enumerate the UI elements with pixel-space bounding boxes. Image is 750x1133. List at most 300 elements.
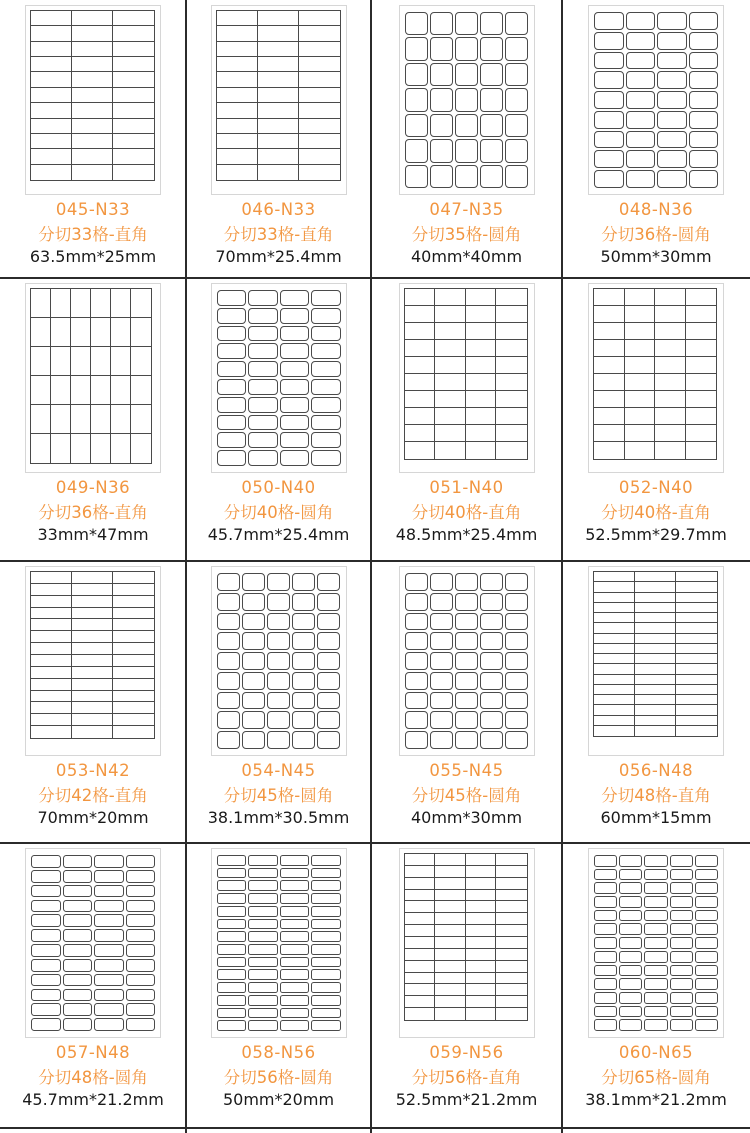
label-cell xyxy=(455,37,478,60)
label-cell xyxy=(695,992,718,1004)
product-description: 分切48格-直角 xyxy=(601,786,711,805)
label-cell xyxy=(267,711,290,729)
label-cell xyxy=(670,978,693,990)
label-size: 52.5mm*21.2mm xyxy=(395,1090,538,1109)
label-cell xyxy=(217,982,247,993)
label-cell xyxy=(644,855,667,867)
product-card[interactable] xyxy=(0,278,186,561)
label-cell xyxy=(695,855,718,867)
label-cell xyxy=(280,906,310,917)
label-cell xyxy=(505,88,528,111)
label-cell xyxy=(242,711,265,729)
label-cell xyxy=(311,995,341,1006)
product-description: 分切36格-直角 xyxy=(38,503,148,522)
product-description: 分切65格-圆角 xyxy=(601,1068,711,1087)
label-cell xyxy=(594,882,617,894)
label-sheet-preview xyxy=(25,5,161,195)
label-cell xyxy=(130,375,152,406)
label-cell xyxy=(90,288,112,319)
label-size: 70mm*25.4mm xyxy=(215,247,342,266)
label-cell xyxy=(248,290,278,306)
label-cell xyxy=(405,672,428,690)
label-cell xyxy=(50,433,72,464)
label-cell xyxy=(455,711,478,729)
label-cell xyxy=(505,731,528,749)
label-cell xyxy=(505,593,528,611)
product-card[interactable] xyxy=(562,843,750,1128)
label-cell xyxy=(619,896,642,908)
label-cell xyxy=(594,978,617,990)
label-cell xyxy=(455,63,478,86)
product-description: 分切40格-直角 xyxy=(601,503,711,522)
label-cell xyxy=(619,1006,642,1018)
label-cell xyxy=(217,397,247,413)
product-description: 分切45格-圆角 xyxy=(411,786,522,805)
label-cell xyxy=(505,114,528,137)
label-cell xyxy=(280,957,310,968)
label-cell xyxy=(267,672,290,690)
label-cell xyxy=(657,111,687,129)
label-cell xyxy=(71,164,114,181)
label-cell xyxy=(126,855,156,868)
label-cell xyxy=(217,361,247,377)
label-cell xyxy=(317,593,340,611)
label-cell xyxy=(670,910,693,922)
label-cell xyxy=(280,944,310,955)
label-cell xyxy=(455,731,478,749)
label-cell xyxy=(695,965,718,977)
label-cell xyxy=(242,632,265,650)
label-cell xyxy=(217,308,247,324)
label-cell xyxy=(217,343,247,359)
label-cell xyxy=(594,71,624,89)
label-cell xyxy=(695,978,718,990)
label-cell xyxy=(594,52,624,70)
label-cell xyxy=(110,317,132,348)
label-cell xyxy=(280,361,310,377)
label-cell xyxy=(248,308,278,324)
label-cell xyxy=(217,880,247,891)
label-cell xyxy=(267,632,290,650)
label-sheet-preview xyxy=(211,848,347,1038)
label-sheet-preview xyxy=(25,848,161,1038)
label-cell xyxy=(50,288,72,319)
label-cell xyxy=(90,433,112,464)
label-cell xyxy=(619,978,642,990)
label-size: 38.1mm*21.2mm xyxy=(585,1090,727,1109)
product-card[interactable] xyxy=(186,843,371,1128)
product-card[interactable] xyxy=(371,278,562,561)
product-code: 046-N33 xyxy=(241,200,316,219)
product-description: 分切45格-圆角 xyxy=(223,786,334,805)
product-card[interactable] xyxy=(371,0,562,278)
label-cell xyxy=(130,433,152,464)
label-cell xyxy=(405,63,428,86)
label-cell xyxy=(126,944,156,957)
label-cell xyxy=(217,573,240,591)
label-cell xyxy=(63,929,93,942)
label-cell xyxy=(311,415,341,431)
product-card[interactable] xyxy=(0,561,186,843)
label-cell xyxy=(670,855,693,867)
label-cell xyxy=(430,672,453,690)
label-cell xyxy=(63,974,93,987)
label-cell xyxy=(217,957,247,968)
label-cell xyxy=(292,652,315,670)
label-cell xyxy=(94,870,124,883)
label-cell xyxy=(280,868,310,879)
label-cell xyxy=(317,711,340,729)
label-cell xyxy=(405,114,428,137)
label-cell xyxy=(505,139,528,162)
label-cell xyxy=(405,613,428,631)
label-cell xyxy=(455,139,478,162)
label-cell xyxy=(405,652,428,670)
product-card[interactable] xyxy=(0,843,186,1128)
label-cell xyxy=(110,433,132,464)
label-cell xyxy=(298,164,341,181)
label-cell xyxy=(685,441,718,460)
label-cell xyxy=(695,910,718,922)
label-cell xyxy=(505,573,528,591)
label-cell xyxy=(434,441,467,460)
label-cell xyxy=(242,652,265,670)
label-cell xyxy=(217,672,240,690)
label-cell xyxy=(405,593,428,611)
label-sheet-preview xyxy=(399,283,535,473)
label-cell xyxy=(317,613,340,631)
label-cell xyxy=(670,923,693,935)
label-sheet-preview xyxy=(211,5,347,195)
label-cell xyxy=(670,965,693,977)
label-cell xyxy=(644,1006,667,1018)
product-code: 050-N40 xyxy=(241,478,316,497)
label-cell xyxy=(110,346,132,377)
label-cell xyxy=(619,1019,642,1031)
label-cell xyxy=(689,131,719,149)
label-sheet-preview xyxy=(588,5,724,195)
label-cell xyxy=(70,433,92,464)
label-cell xyxy=(248,880,278,891)
label-cell xyxy=(217,855,247,866)
label-cell xyxy=(695,1006,718,1018)
label-cell xyxy=(248,931,278,942)
label-cell xyxy=(90,375,112,406)
label-cell xyxy=(430,613,453,631)
label-cell xyxy=(657,170,687,188)
label-size: 50mm*20mm xyxy=(222,1090,335,1109)
label-cell xyxy=(594,855,617,867)
label-cell xyxy=(455,652,478,670)
label-cell xyxy=(594,869,617,881)
label-cell xyxy=(248,432,278,448)
label-cell xyxy=(70,375,92,406)
label-cell xyxy=(242,593,265,611)
label-cell xyxy=(63,1003,93,1016)
label-cell xyxy=(292,672,315,690)
label-cell xyxy=(430,165,453,188)
label-cell xyxy=(311,982,341,993)
label-cell xyxy=(644,1019,667,1031)
label-cell xyxy=(126,1018,156,1031)
label-cell xyxy=(31,1003,61,1016)
label-sheet-preview xyxy=(588,848,724,1038)
label-cell xyxy=(248,379,278,395)
label-cell xyxy=(455,692,478,710)
label-cell xyxy=(619,923,642,935)
label-cell xyxy=(594,896,617,908)
label-cell xyxy=(311,308,341,324)
label-cell xyxy=(455,593,478,611)
label-cell xyxy=(267,613,290,631)
label-cell xyxy=(311,868,341,879)
label-cell xyxy=(626,32,656,50)
label-cell xyxy=(94,989,124,1002)
label-cell xyxy=(30,725,73,739)
label-cell xyxy=(70,404,92,435)
product-description: 分切33格-直角 xyxy=(38,225,148,244)
label-cell xyxy=(126,885,156,898)
label-cell xyxy=(644,992,667,1004)
label-cell xyxy=(619,992,642,1004)
label-cell xyxy=(430,573,453,591)
label-cell xyxy=(130,404,152,435)
label-cell xyxy=(31,974,61,987)
label-cell xyxy=(280,397,310,413)
product-description: 分切42格-直角 xyxy=(38,786,148,805)
label-cell xyxy=(594,32,624,50)
label-cell xyxy=(689,111,719,129)
product-code: 047-N35 xyxy=(429,200,504,219)
label-cell xyxy=(480,88,503,111)
label-cell xyxy=(217,944,247,955)
label-cell xyxy=(654,441,687,460)
label-cell xyxy=(217,969,247,980)
label-cell xyxy=(248,343,278,359)
label-cell xyxy=(619,910,642,922)
label-cell xyxy=(430,652,453,670)
label-cell xyxy=(112,725,155,739)
label-cell xyxy=(505,672,528,690)
label-cell xyxy=(63,885,93,898)
product-card[interactable] xyxy=(186,0,371,278)
label-cell xyxy=(405,12,428,35)
label-cell xyxy=(280,995,310,1006)
label-cell xyxy=(267,692,290,710)
label-cell xyxy=(644,896,667,908)
label-cell xyxy=(112,164,155,181)
label-cell xyxy=(217,450,247,466)
label-cell xyxy=(50,317,72,348)
label-cell xyxy=(626,71,656,89)
label-sheet-preview xyxy=(399,566,535,756)
product-code: 052-N40 xyxy=(618,478,694,497)
label-size: 33mm*47mm xyxy=(37,525,149,544)
label-cell xyxy=(130,317,152,348)
label-cell xyxy=(248,450,278,466)
label-cell xyxy=(217,379,247,395)
product-card[interactable] xyxy=(562,561,750,843)
label-sheet-preview xyxy=(399,848,535,1038)
product-card[interactable] xyxy=(186,278,371,561)
label-cell xyxy=(644,951,667,963)
product-card[interactable] xyxy=(0,0,186,278)
label-cell xyxy=(110,375,132,406)
product-code: 060-N65 xyxy=(618,1043,694,1062)
product-card[interactable] xyxy=(371,843,562,1128)
product-card[interactable] xyxy=(562,0,750,278)
label-cell xyxy=(94,1018,124,1031)
label-cell xyxy=(311,893,341,904)
label-cell xyxy=(248,1020,278,1031)
label-cell xyxy=(248,906,278,917)
label-cell xyxy=(280,880,310,891)
label-cell xyxy=(455,12,478,35)
label-cell xyxy=(695,896,718,908)
label-cell xyxy=(267,573,290,591)
label-cell xyxy=(242,613,265,631)
label-cell xyxy=(657,91,687,109)
label-cell xyxy=(405,165,428,188)
label-size: 50mm*30mm xyxy=(600,247,712,266)
product-card[interactable] xyxy=(186,561,371,843)
label-cell xyxy=(94,944,124,957)
product-description: 分切40格-直角 xyxy=(411,503,522,522)
label-cell xyxy=(280,432,310,448)
label-cell xyxy=(405,37,428,60)
label-cell xyxy=(657,150,687,168)
label-cell xyxy=(217,632,240,650)
label-cell xyxy=(594,170,624,188)
label-cell xyxy=(248,957,278,968)
label-cell xyxy=(430,88,453,111)
label-cell xyxy=(619,882,642,894)
label-cell xyxy=(317,672,340,690)
label-cell xyxy=(217,692,240,710)
label-cell xyxy=(50,346,72,377)
label-cell xyxy=(311,855,341,866)
label-cell xyxy=(292,593,315,611)
label-cell xyxy=(217,326,247,342)
product-code: 057-N48 xyxy=(55,1043,131,1062)
label-cell xyxy=(110,288,132,319)
label-cell xyxy=(267,731,290,749)
label-cell xyxy=(217,1020,247,1031)
label-cell xyxy=(695,951,718,963)
label-sheet-preview xyxy=(211,283,347,473)
label-cell xyxy=(505,711,528,729)
label-cell xyxy=(505,613,528,631)
label-cell xyxy=(217,906,247,917)
label-cell xyxy=(280,290,310,306)
product-code: 045-N33 xyxy=(55,200,131,219)
label-cell xyxy=(30,404,52,435)
label-cell xyxy=(619,855,642,867)
label-cell xyxy=(248,855,278,866)
label-cell xyxy=(280,1020,310,1031)
label-sheet-preview xyxy=(588,566,724,756)
label-cell xyxy=(292,731,315,749)
label-cell xyxy=(594,12,624,30)
label-cell xyxy=(217,931,247,942)
label-cell xyxy=(280,326,310,342)
label-cell xyxy=(31,1018,61,1031)
label-cell xyxy=(267,652,290,670)
label-cell xyxy=(217,613,240,631)
label-cell xyxy=(217,868,247,879)
product-code: 055-N45 xyxy=(429,761,504,780)
label-cell xyxy=(404,441,437,460)
label-cell xyxy=(311,944,341,955)
label-cell xyxy=(480,593,503,611)
label-cell xyxy=(311,343,341,359)
label-cell xyxy=(430,114,453,137)
label-cell xyxy=(126,914,156,927)
label-cell xyxy=(317,731,340,749)
label-cell xyxy=(257,164,300,181)
label-cell xyxy=(70,346,92,377)
label-cell xyxy=(657,131,687,149)
label-cell xyxy=(217,290,247,306)
label-cell xyxy=(31,900,61,913)
label-cell xyxy=(480,37,503,60)
label-cell xyxy=(594,965,617,977)
label-cell xyxy=(311,969,341,980)
label-cell xyxy=(110,404,132,435)
label-cell xyxy=(317,692,340,710)
label-cell xyxy=(248,995,278,1006)
label-cell xyxy=(311,1008,341,1019)
label-cell xyxy=(126,870,156,883)
label-cell xyxy=(126,989,156,1002)
label-cell xyxy=(430,711,453,729)
label-cell xyxy=(217,893,247,904)
label-cell xyxy=(480,12,503,35)
label-cell xyxy=(455,165,478,188)
label-cell xyxy=(31,870,61,883)
label-cell xyxy=(70,317,92,348)
label-cell xyxy=(248,1008,278,1019)
label-cell xyxy=(217,919,247,930)
label-cell xyxy=(405,573,428,591)
label-cell xyxy=(670,882,693,894)
label-cell xyxy=(505,692,528,710)
label-cell xyxy=(94,914,124,927)
label-cell xyxy=(217,415,247,431)
label-cell xyxy=(317,573,340,591)
label-cell xyxy=(130,288,152,319)
label-cell xyxy=(430,593,453,611)
label-size: 70mm*20mm xyxy=(37,808,149,827)
label-cell xyxy=(280,893,310,904)
label-cell xyxy=(217,1008,247,1019)
label-cell xyxy=(480,165,503,188)
label-cell xyxy=(689,71,719,89)
label-cell xyxy=(217,593,240,611)
label-cell xyxy=(594,937,617,949)
label-cell xyxy=(31,855,61,868)
label-cell xyxy=(626,52,656,70)
label-cell xyxy=(311,880,341,891)
product-card[interactable] xyxy=(562,278,750,561)
product-code: 049-N36 xyxy=(55,478,131,497)
product-description: 分切56格-直角 xyxy=(411,1068,522,1087)
label-cell xyxy=(480,711,503,729)
label-cell xyxy=(248,361,278,377)
product-card[interactable] xyxy=(371,561,562,843)
label-cell xyxy=(430,139,453,162)
label-cell xyxy=(94,885,124,898)
